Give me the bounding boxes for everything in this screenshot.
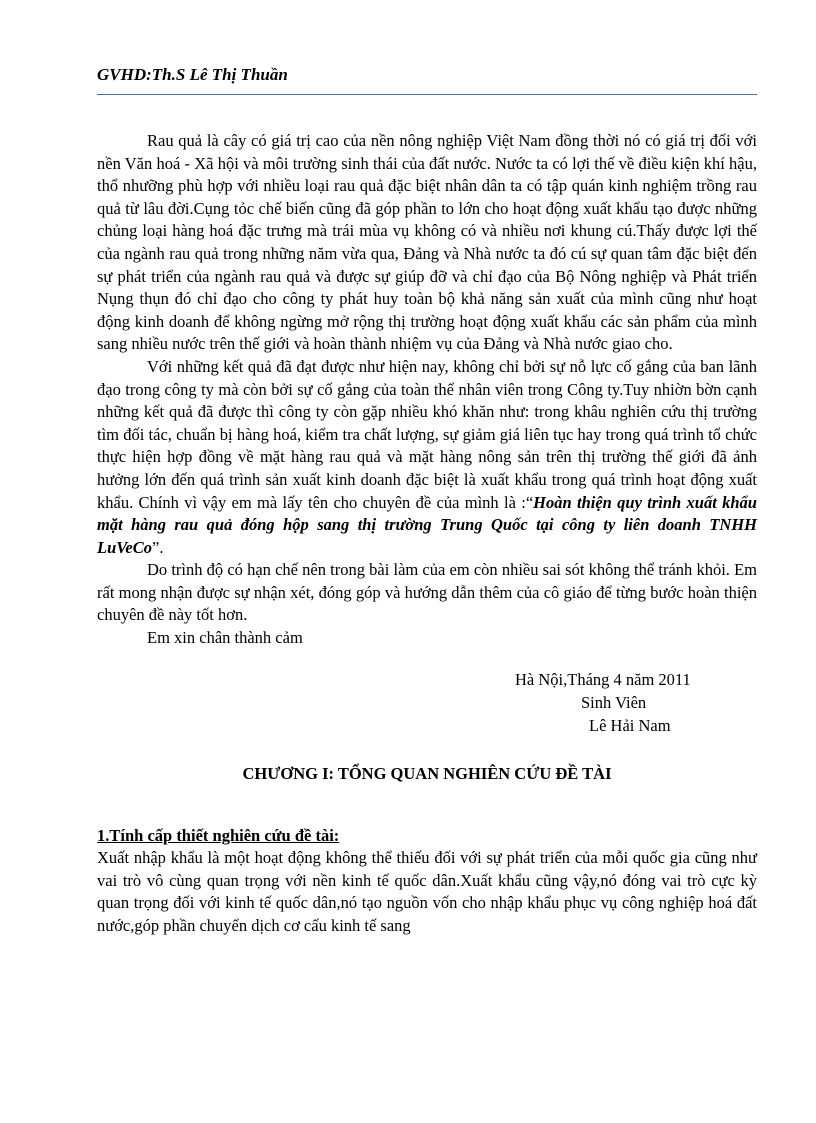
page-header: [97, 64, 757, 95]
header-advisor: GVHD:Th.S Lê Thị Thuần: [97, 65, 288, 84]
signature-block: [97, 668, 757, 737]
signature-name: Lê Hải Nam: [589, 715, 671, 735]
signature-role: Sinh Viên: [581, 692, 647, 712]
section-paragraph-1: Xuất nhập khẩu là một hoạt động không thể thiếu đối với sự phát triển của mỗi quốc gia cũng như vai trò vô cùng quan trọng với nền kinh tế quốc dân.Xuất khẩu cũng vậy,nó đóng vai trò cực kỳ quan trọng đối với kinh tế quốc dân,nó tạo nguồn vốn cho nhập khẩu phục vụ công nghiệp hoá đất nước,góp phần chuyển dịch cơ cấu kinh tế sang: [97, 848, 757, 936]
thesis-title: Hoàn thiện quy trình xuất khẩu mặt hàng rau quả đóng hộp sang thị trường Trung Quốc tại công ty liên doanh TNHH LuVeCo: [97, 492, 757, 557]
signature-place-date: Hà Nội,Tháng 4 năm 2011: [515, 669, 691, 689]
intro-paragraph-2-text: Với những kết quả đã đạt được như hiện nay, không chỉ bởi sự nỗ lực cố gắng của ban lãnh đạo trong công ty mà còn bởi sự cố gắng của toàn thể nhân viên trong Công ty.Tuy nhiờn bờn cạnh những kết quả đã được thì công ty còn gặp nhiều khó khăn như: trong khâu nghiên cứu thị trường tìm đối tác, chuẩn bị hàng hoá, kiểm tra chất lượng, sự giảm giá liên tục hay trong quá trình tổ chức thực hiện hợp đồng về mặt hàng rau quả và mặt hàng nông sản trên thị trường thế giới đã ảnh hưởng lớn đến quá trình sản xuất kinh doanh đặc biệt là xuất khẩu trong quá trình hoạt động xuất khẩu. Chính vì vậy em mà lấy tên cho chuyên đề của mình là :“: [97, 356, 757, 512]
intro-paragraph-2: [97, 356, 757, 559]
intro-paragraph-2-end: ”.: [152, 537, 164, 557]
section-heading: 1.Tính cấp thiết nghiên cứu đề tài:: [97, 825, 340, 845]
document-body: [97, 130, 757, 938]
chapter-title: CHƯƠNG I: TỔNG QUAN NGHIÊN CỨU ĐỀ TÀI: [242, 763, 612, 783]
intro-paragraph-4: Em xin chân thành cảm: [147, 628, 303, 648]
intro-paragraph-3: Do trình độ có hạn chế nên trong bài làm của em còn nhiều sai sót không thể tránh khỏi. Em rất mong nhận được sự nhận xét, đóng góp và hướng dẫn thêm của cô giáo để từng bước hoàn thiện chuyên đề này tốt hơn.: [97, 560, 757, 625]
intro-paragraph-1: Rau quả là cây có giá trị cao của nền nông nghiệp Việt Nam đồng thời nó có giá trị đối với nền Văn hoá - Xã hội và môi trường sinh thái của đất nước. Nước ta có lợi thế về điều kiện khí hậu, thổ nhưỡng phù hợp với nhiều loại rau quả đặc biệt nhân dân ta có tập quán kinh nghiệm trồng rau quả từ lâu đời.Cụng tỏc chế biến cũng đã góp phần to lớn cho hoạt động xuất khẩu tạo được những chủng loại hàng hoá đặc trưng mà trái mùa vụ không có và nhiều nơi khung cú.Thấy được lợi thế của ngành rau quả trong những năm vừa qua, Đảng và Nhà nước ta đó cú sự quan tâm đặc biệt đến sự phát triển của ngành rau quả và được sự giúp đỡ và chỉ đạo của Bộ Nông nghiệp và Phát triển Nụng thụn đó chỉ đạo cho công ty phát huy toàn bộ khả năng sản xuất của mình cũng như hoạt động kinh doanh để không ngừng mở rộng thị trường hoạt động xuất khẩu các sản phẩm của mình sang nhiều nước trên thế giới và hoàn thành nhiệm vụ của Đảng và Nhà nước giao cho.: [97, 131, 757, 354]
